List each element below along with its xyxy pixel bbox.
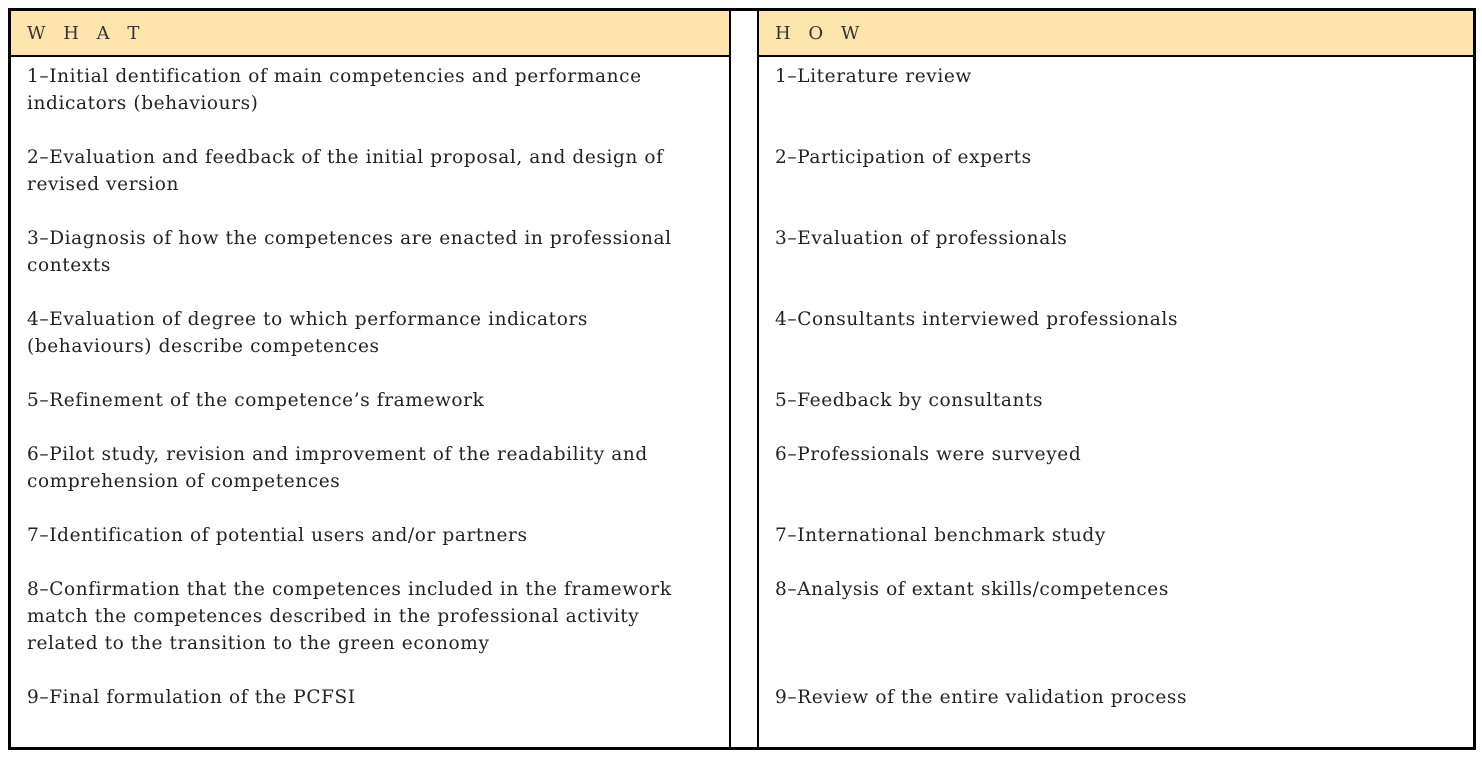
how-item-5: 5–Feedback by consultants xyxy=(775,390,1044,411)
how-item-3: 3–Evaluation of professionals xyxy=(775,228,1068,249)
what-item-9: 9–Final formulation of the PCFSI xyxy=(27,687,356,708)
what-item-6: 6–Pilot study, revision and improvement of the readability and comprehension of competences xyxy=(27,444,648,492)
how-item-8: 8–Analysis of extant skills/competences xyxy=(775,579,1169,600)
what-item-8: 8–Confirmation that the competences included in the framework match the competences described in the professional activity related to the transition to the green economy xyxy=(27,579,672,654)
how-item-1: 1–Literature review xyxy=(775,66,972,87)
how-header: H O W xyxy=(759,11,1473,57)
what-item-5: 5–Refinement of the competence’s framework xyxy=(27,390,485,411)
what-item-1: 1–Initial dentification of main competencies and performance indicators (behaviours) xyxy=(27,66,642,114)
validation-table xyxy=(8,8,1476,750)
what-item-2: 2–Evaluation and feedback of the initial proposal, and design of revised version xyxy=(27,147,664,195)
what-column xyxy=(11,11,731,747)
how-column xyxy=(757,11,1473,747)
how-item-2: 2–Participation of experts xyxy=(775,147,1032,168)
what-item-3: 3–Diagnosis of how the competences are enacted in professional contexts xyxy=(27,228,672,276)
what-item-4: 4–Evaluation of degree to which performance indicators (behaviours) describe competences xyxy=(27,309,588,357)
how-item-9: 9–Review of the entire validation process xyxy=(775,687,1188,708)
how-item-6: 6–Professionals were surveyed xyxy=(775,444,1082,465)
what-header: W H A T xyxy=(11,11,729,57)
how-item-7: 7–International benchmark study xyxy=(775,525,1106,546)
what-item-7: 7–Identification of potential users and/or partners xyxy=(27,525,528,546)
how-item-4: 4–Consultants interviewed professionals xyxy=(775,309,1179,330)
